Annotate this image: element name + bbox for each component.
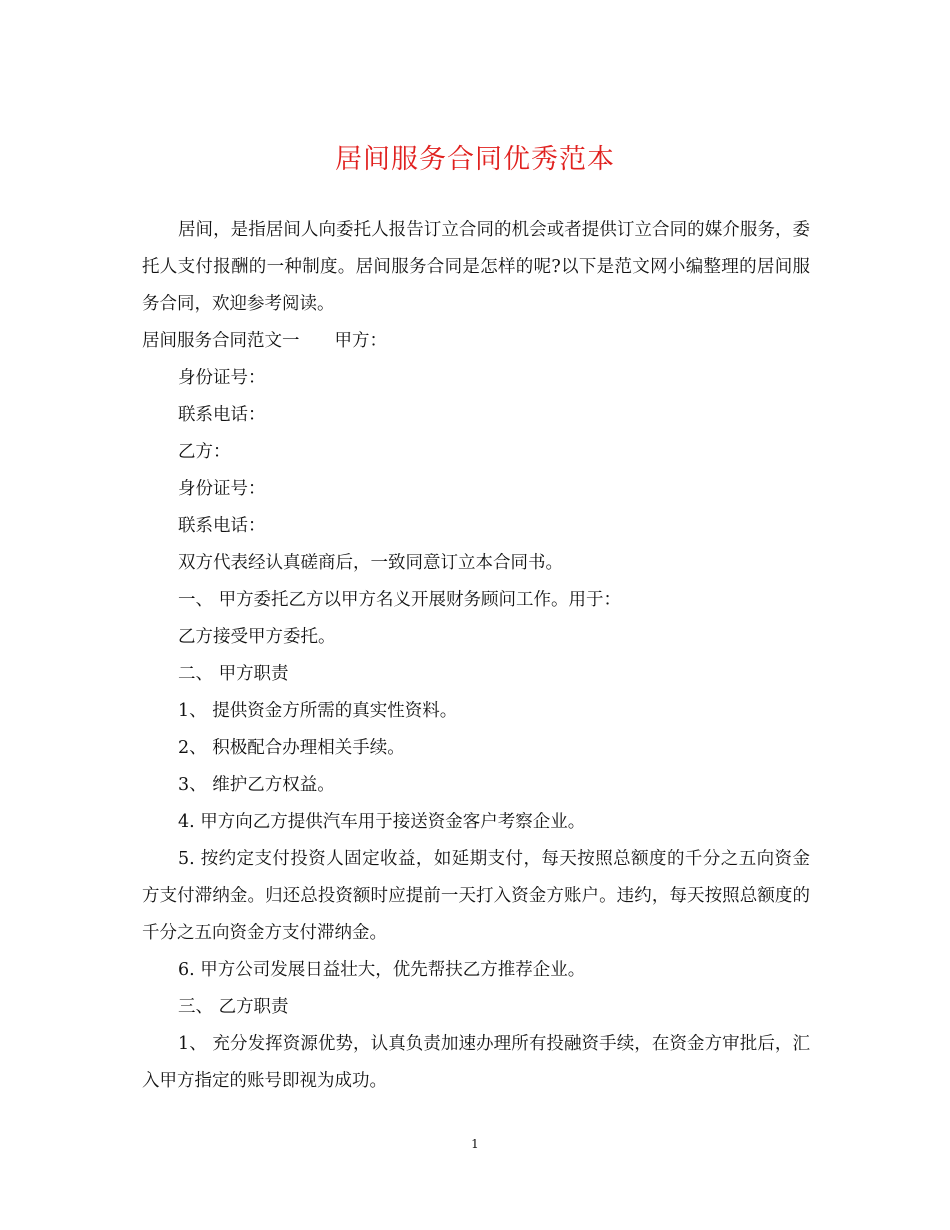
party-a-phone-line: 联系电话： [178, 405, 266, 425]
party-a-duty-1: 1、 提供资金方所需的真实性资料。 [178, 701, 458, 721]
clause-3-heading: 三、 乙方职责 [178, 997, 289, 1017]
party-b-line: 乙方： [178, 442, 231, 462]
party-a-duty-2: 2、 积极配合办理相关手续。 [178, 738, 405, 758]
party-b-id-line: 身份证号： [178, 479, 266, 499]
agreement-line: 双方代表经认真磋商后，一致同意订立本合同书。 [178, 553, 563, 573]
page-number: 1 [471, 1137, 479, 1151]
clause-1-accept: 乙方接受甲方委托。 [178, 627, 336, 647]
party-a-id-line: 身份证号： [178, 368, 266, 388]
intro-paragraph: 居间，是指居间人向委托人报告订立合同的机会或者提供订立合同的媒介服务，委托人支付报酬的一种制度。居间服务合同是怎样的呢?以下是范文网小编整理的居间服务合同，欢迎参考阅读。 [142, 220, 810, 314]
party-a-duty-6: 6. 甲方公司发展日益壮大，优先帮扶乙方推荐企业。 [178, 960, 586, 980]
party-b-duty-1: 1、 充分发挥资源优势，认真负责加速办理所有投融资手续，在资金方审批后，汇入甲方指定的账号即视为成功。 [142, 1034, 810, 1091]
clause-1: 一、 甲方委托乙方以甲方名义开展财务顾问工作。用于： [178, 590, 622, 610]
party-a-duty-4: 4. 甲方向乙方提供汽车用于接送资金客户考察企业。 [178, 812, 586, 832]
clause-2-heading: 二、 甲方职责 [178, 664, 289, 684]
document-body [142, 212, 810, 1100]
party-b-phone-line: 联系电话： [178, 516, 266, 536]
document-title: 居间服务合同优秀范本 [335, 144, 615, 175]
party-a-duty-3: 3、 维护乙方权益。 [178, 775, 335, 795]
sample-heading: 居间服务合同范文一 甲方： [142, 331, 387, 351]
party-a-duty-5: 5. 按约定支付投资人固定收益，如延期支付，每天按照总额度的千分之五向资金方支付滞纳金。归还总投资额时应提前一天打入资金方账户。违约，每天按照总额度的千分之五向资金方支付滞纳金。 [142, 849, 810, 943]
